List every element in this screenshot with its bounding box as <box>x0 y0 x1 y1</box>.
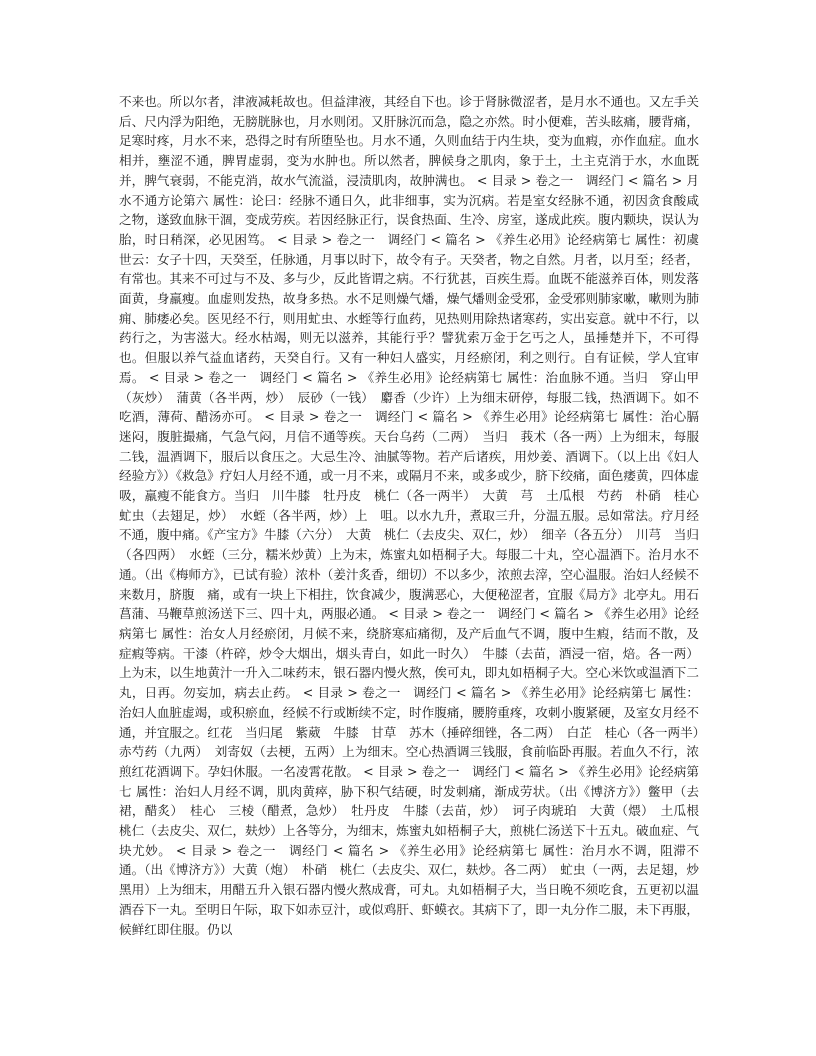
body-paragraph: 不来也。所以尔者，津液减耗故也。但益津液，其经自下也。诊于肾脉微涩者，是月水不通也。又左手关后、尺内浮为阳绝，无膀胱脉也，月水则闭。又肝脉沉而急，隐之亦然。时小便难，苦头眩痛，腰背痛，足寒时疼，月水不来，恐得之时有所堕坠也。月水不通，久则血结于内生块，变为血瘕，亦作血症。血水相并，壅涩不通，脾胃虚弱，变为水肿也。所以然者，脾候身之肌肉，象于土，土主克消于水，水血既并，脾气衰弱，不能克消，故水气流溢，浸渍肌肉，故肿满也。 < 目录 > 卷之一 调经门 < 篇名 > 月水不通方论第六 属性：论曰：经脉不通日久，此非细事，实为沉病。若是室女经脉不通，初因贪食酸咸之物，遂致血脉干涸，变成劳疾。若因经脉正行，误食热面、生冷、房室，遂成此疾。腹内颗块，误认为胎，时日稍深，必见困笃。 < 目录 > 卷之一 调经门 < 篇名 > 《养生必用》论经病第七 属性：初虞世云：女子十四，天癸至，任脉通，月事以时下，故令有子。天癸者，物之自然。月者，以月至；经者，有常也。其来不可过与不及、多与少，反此皆谓之病。不行犹甚，百疾生焉。血既不能滋养百体，则发落面黄，身羸瘦。血虚则发热，故身多热。水不足则燥气燔，燥气燔则金受邪，金受邪则肺家嗽，嗽则为肺痈、肺痿必矣。医见经不行，则用虻虫、水蛭等行血药，见热则用除热诸寒药，实出妄意。就中不行，以药行之，为害滋大。经水枯竭，则无以滋养，其能行乎？譬犹索万金于乞丐之人，虽捶楚并下，不可得也。但服以养气益血诸药，天癸自行。又有一种妇人盛实，月经瘀闭，利之则行。自有证候，学人宜审焉。 < 目录 > 卷之一 调经门 < 篇名 > 《养生必用》论经病第七 属性：治血脉不通。当归 穿山甲（灰炒） 蒲黄（各半两，炒） 辰砂（一钱） 麝香（少许）上为细末研停，每服二钱，热酒调下。如不吃酒，薄荷、醋汤亦可。 < 目录 > 卷之一 调经门 < 篇名 > 《养生必用》论经病第七 属性：治心膈迷闷，腹脏撮痛，气急气闷，月信不通等疾。天台乌药（二两） 当归 莪术（各一两）上为细末，每服二钱，温酒调下，服后以食压之。大忌生冷、油腻等物。若产后诸疾，用炒姜、酒调下。（以上出《妇人经验方》）《救急》疗妇人月经不通，或一月不来，或隔月不来，或多或少，脐下绞痛，面色痿黄，四体虚吸，羸瘦不能食方。当归 川牛膝 牡丹皮 桃仁（各一两半） 大黄 芎 土瓜根 芍药 朴硝 桂心虻虫（去翅足，炒） 水蛭（各半两，炒）上 咀。以水九升，煮取三升，分温五服。忌如常法。疗月经不通，腹中痛。《产宝方》牛膝（六分） 大黄 桃仁（去皮尖、双仁，炒） 细辛（各五分） 川芎 当归（各四两） 水蛭（三分，糯米炒黄）上为末，炼蜜丸如梧桐子大。每服二十丸，空心温酒下。治月水不通。（出《梅师方》，已试有验）浓朴（姜汁炙香，细切）不以多少，浓煎去滓，空心温服。治妇人经候不来数月，脐腹 痛，或有一块上下相拄，饮食减少，腹满恶心，大便秘涩者，宜服《局方》北亭丸。用石菖蒲、马鞭草煎汤送下三、四十丸，两服必通。 < 目录 > 卷之一 调经门 < 篇名 > 《养生必用》论经病第七 属性：治女人月经瘀闭，月候不来，绕脐寒疝痛彻，及产后血气不调，腹中生瘕，结而不散，及症瘕等病。干漆（杵碎，炒令大烟出，烟头青白，如此一时久） 牛膝（去苗，酒浸一宿，焙。各一两）上为末，以生地黄汁一升入二味药末，银石器内慢火熬，俟可丸，即丸如梧桐子大。空心米饮或温酒下二丸，日再。勿妄加，病去止药。 < 目录 > 卷之一 调经门 < 篇名 > 《养生必用》论经病第七 属性：治妇人血脏虚竭，或积瘀血，经候不行或断续不定，时作腹痛，腰胯重疼，攻刺小腹紧硬，及室女月经不通，并宜服之。红花 当归尾 紫葳 牛膝 甘草 苏木（捶碎细锉，各二两） 白芷 桂心（各一两半） 赤芍药（九两） 刘寄奴（去梗，五两）上为细末。空心热酒调三钱服，食前临卧再服。若血久不行，浓煎红花酒调下。孕妇休服。一名凌霄花散。 < 目录 > 卷之一 调经门 < 篇名 > 《养生必用》论经病第七 属性：治妇人月经不调，肌肉黄瘁，胁下积气结硬，时发刺痛，渐成劳状。（出《博济方》）鳖甲（去裙，醋炙） 桂心 三棱（醋煮，急炒） 牡丹皮 牛膝（去苗，炒） 诃子肉琥珀 大黄（煨） 土瓜根 桃仁（去皮尖、双仁，麸炒）上各等分，为细末，炼蜜丸如梧桐子大，煎桃仁汤送下十五丸。破血症、气块尤妙。 < 目录 > 卷之一 调经门 < 篇名 > 《养生必用》论经病第七 属性：治月水不调，阻滞不通。（出《博济方》）大黄（炮） 朴硝 桃仁（去皮尖、双仁，麸炒。各二两） 虻虫（一两，去足翅，炒黑用）上为细末，用醋五升入银石器内慢火熬成膏，可丸。丸如梧桐子大，当日晚不须吃食，五更初以温酒吞下一丸。至明日午际，取下如赤豆汁，或似鸡肝、虾蟆衣。其病下了，即一丸分作二服，未下再服，候鲜红即住服。仍以 <box>119 94 712 937</box>
document-body <box>119 92 712 939</box>
